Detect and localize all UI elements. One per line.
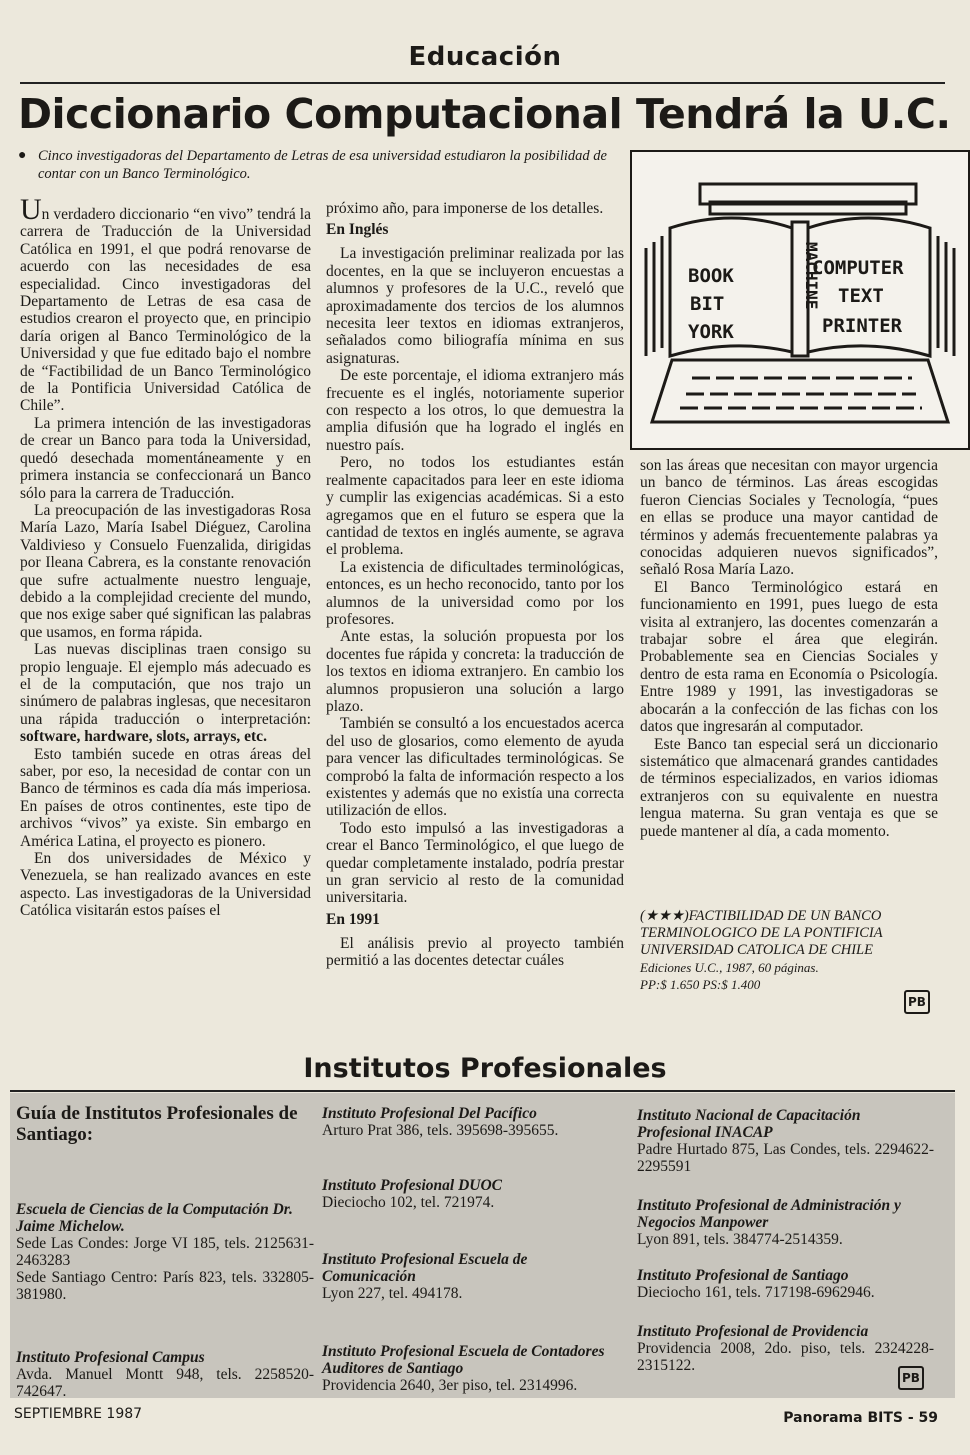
institute-address: Dieciocho 102, tel. 721974. — [322, 1194, 495, 1211]
institute-address: Sede Santiago Centro: París 823, tels. 332805-381980. — [16, 1269, 314, 1303]
institute-address: Providencia 2640, 3er piso, tel. 2314996. — [322, 1377, 578, 1394]
article-paragraph: La primera intención de las investigadoras de crear un Banco para toda la Universidad, quedó desechada momentáneamente y en primera instancia se confeccionará un Banco sólo para la carrera de Traducción. — [20, 414, 311, 502]
figure-right-word: COMPUTER — [812, 257, 904, 279]
figure-right-word: PRINTER — [822, 315, 903, 337]
credit-publisher: Ediciones U.C., 1987, 60 páginas. — [640, 960, 819, 975]
footer-date: SEPTIEMBRE 1987 — [14, 1406, 143, 1422]
figure-spine-word: MACHINE — [802, 242, 821, 310]
figure-left-word: BIT — [690, 293, 725, 315]
institutes-column-2 — [322, 1105, 620, 1395]
book-credit — [640, 908, 938, 993]
pb-badge: PB — [904, 990, 930, 1014]
subhead-text: Cinco investigadoras del Departamento de Letras de esa universidad estudiaron la posibilidad de contar con un Banco Terminológico. — [38, 148, 607, 182]
institute-name: Instituto Profesional de Providencia — [637, 1323, 869, 1340]
institutes-rule — [10, 1090, 955, 1092]
article-paragraph: También se consultó a los encuestados acerca del uso de glosarios, como elemento de ayuda para vencer las dificultades terminológicas. Se comprobó la falta de información respecto a los existentes y además que no existía una correcta utilización de ellos. — [326, 715, 624, 820]
institute-address: Avda. Manuel Montt 948, tels. 2258520-742647. — [16, 1366, 314, 1400]
institute-name: Escuela de Ciencias de la Computación Dr. Jaime Michelow. — [16, 1201, 293, 1235]
article-paragraph: De este porcentaje, el idioma extranjero más frecuente es el inglés, notoriamente superior con respecto a los otros, lo que demuestra la amplia difusión que ha logrado el inglés en nuestro país. — [326, 367, 624, 454]
institute-entry — [637, 1267, 934, 1301]
article-paragraph: son las áreas que necesitan con mayor urgencia un banco de términos. Las áreas escogidas fueron Ciencias Sociales y Tecnología, “pues en ellas se produce una mayor cantidad de términos y además frecuentemente palabras ya conocidas adquieren nuevos significados”, señaló Rosa María Lazo. — [640, 457, 938, 579]
credit-price: PP:$ 1.650 PS:$ 1.400 — [640, 977, 761, 992]
figure-right-word: TEXT — [838, 285, 884, 307]
institute-entry — [637, 1323, 934, 1374]
article-paragraph: El análisis previo al proyecto también permitió a las docentes detectar cuáles — [326, 934, 624, 970]
article-paragraph: La investigación preliminar realizada por las docentes, en la que se incluyeron encuestas a alumnos y profesores de la U.C., reveló que aproximadamente dos tercios de los alumnos necesita leer textos en idiomas extranjeros, señalados como biliografía mínima en sus asignaturas. — [326, 245, 624, 367]
article-column-3 — [640, 457, 938, 840]
headline: Diccionario Computacional Tendrá la U.C. — [18, 90, 951, 138]
institute-name: Instituto Profesional Campus — [16, 1349, 205, 1366]
institutes-column-3 — [637, 1107, 934, 1397]
institute-entry — [322, 1177, 620, 1211]
institute-entry — [322, 1343, 620, 1394]
article-paragraph: Todo esto impulsó a las investigadoras a crear el Banco Terminológico, el que luego de quedar completamente instalado, podría prestar un gran servicio al resto de la comunidad universitaria. — [326, 819, 624, 907]
paragraph-bold-terms: software, hardware, slots, arrays, etc. — [20, 728, 267, 746]
article-column-2 — [326, 200, 624, 970]
institute-name: Instituto Profesional Del Pacífico — [322, 1105, 537, 1122]
institute-entry — [637, 1197, 934, 1248]
institute-address: Lyon 227, tel. 494178. — [322, 1285, 463, 1302]
institute-address: Arturo Prat 386, tels. 395698-395655. — [322, 1122, 559, 1139]
guide-title: Guía de Institutos Profesionales de Santiago: — [16, 1103, 298, 1145]
guide-heading — [16, 1103, 314, 1145]
article-paragraph: Pero, no todos los estudiantes están realmente capacitados para leer en este idioma y cumplir las exigencias académicas. Si a esto agregamos que en el futuro se espera que la cantidad de textos en inglés aumente, se agrava el problema. — [326, 454, 624, 559]
institute-address: Padre Hurtado 875, Las Condes, tels. 2294622-2295591 — [637, 1141, 934, 1175]
book-computer-drawing — [632, 152, 968, 448]
institute-name: Instituto Nacional de Capacitación Profesional INACAP — [637, 1107, 861, 1141]
paragraph-text: n verdadero diccionario “en vivo” tendrá la carrera de Traducción de la Universidad Católica en 1991, el que podrá renovarse de acuerdo con las necesidades de esa especialidad. Cinco investigadoras del Departamento de Letras de esa casa de estudios crearon el proyecto que, en principio daría origen al Banco Terminológico de la Universidad y que fue editado bajo el nombre de “Factibilidad de un Banco Terminológico de la Pontificia Universidad Católica de Chile”. — [20, 206, 311, 415]
article-paragraph: Esto también sucede en otras áreas del saber, por eso, la necesidad de contar con un Banco de términos es cada día más imperiosa. En países de otros continentes, este tipo de archivos “vivos” ya existe. Sin embargo en América Latina, el proyecto es pionero. — [20, 745, 311, 850]
institute-entry — [637, 1107, 934, 1175]
institute-address: Lyon 891, tels. 384774-2514359. — [637, 1231, 843, 1248]
institute-name: Instituto Profesional Escuela de Comunicación — [322, 1251, 528, 1285]
institute-entry — [322, 1251, 620, 1302]
institute-name: Instituto Profesional de Santiago — [637, 1267, 849, 1284]
article-paragraph: La preocupación de las investigadoras Rosa María Lazo, María Isabel Diéguez, Carolina Valdivieso y Consuelo Fuenzalida, dirigidas por Ileana Cabrera, es la constante renovación que sufre actualmente nuestro lenguaje, debido a la complejidad creciente del mundo, que nos exige saber qué significan las palabras que usamos, en forma rápida. — [20, 501, 311, 641]
institute-address: Providencia 2008, 2do. piso, tels. 2324228-2315122. — [637, 1340, 934, 1374]
institutes-column-1 — [16, 1103, 314, 1400]
footer-page-number: Panorama BITS - 59 — [783, 1410, 938, 1426]
institute-address: Sede Las Condes: Jorge VI 185, tels. 2125631- 2463283 — [16, 1235, 314, 1269]
credit-title: (★★★)FACTIBILIDAD DE UN BANCO TERMINOLOGICO DE LA PONTIFICIA UNIVERSIDAD CATOLICA DE CHILE — [640, 908, 883, 958]
bullet-icon: ● — [18, 148, 27, 163]
drop-cap: U — [20, 193, 42, 226]
institute-address: Dieciocho 161, tels. 717198-6962946. — [637, 1284, 875, 1301]
figure-left-word: YORK — [688, 321, 734, 343]
institute-name: Instituto Profesional de Administración y Negocios Manpower — [637, 1197, 901, 1231]
pb-badge: PB — [898, 1366, 924, 1390]
institute-name: Instituto Profesional Escuela de Contadores Auditores de Santiago — [322, 1343, 605, 1377]
article-subheading: En 1991 — [326, 910, 380, 928]
article-column-1 — [20, 193, 311, 920]
institute-name: Instituto Profesional DUOC — [322, 1177, 503, 1194]
article-paragraph: La existencia de dificultades terminológicas, entonces, es un hecho reconocido, tanto por los alumnos de la universidad como por los profesores. — [326, 558, 624, 628]
article-paragraph — [20, 641, 311, 745]
article-paragraph: próximo año, para imponerse de los detalles. — [326, 200, 604, 217]
paragraph-text: Las nuevas disciplinas traen consigo su propio lenguaje. El ejemplo más adecuado es el de la computación, que nos trajo un sinúmero de palabras inglesas, que necesitaron una rápida traducción o interpretación: — [20, 641, 311, 728]
article-paragraph: El Banco Terminológico estará en funcionamiento en 1991, pues luego de esta visita al extranjero, las docentes comenzarán a trabajar sobre el área que elegirán. Probablemente sea en Ciencias Sociales y dentro de esta rama en Economía o Psicología. Entre 1989 y 1991, las investigadoras se abocarán a la confección de las fichas con los datos que ingresarán al computador. — [640, 578, 938, 736]
figure-left-word: BOOK — [688, 265, 734, 287]
book-computer-illustration — [630, 150, 970, 450]
institutes-box — [10, 1093, 955, 1398]
institutes-title: Institutos Profesionales — [303, 1053, 667, 1084]
section-title: Educación — [408, 42, 562, 72]
article-paragraph: Este Banco tan especial será un diccionario sistemático que almacenará grandes cantidades de términos especializados, en varios idiomas extranjeros con su equivalente en nuestra lengua materna. Su gran ventaja es que se puede mantener al día, a cada momento. — [640, 735, 938, 840]
article-subheading: En Inglés — [326, 221, 389, 239]
article-paragraph: Ante estas, la solución propuesta por los docentes fue rápida y concreta: la traducción de los textos en idioma extranjero. En cambio los alumnos propusieron una solución a largo plazo. — [326, 628, 624, 715]
article-paragraph: En dos universidades de México y Venezuela, se han realizado avances en este aspecto. Las investigadoras de la Universidad Católica visitarán estos países el — [20, 850, 311, 920]
institute-entry — [16, 1349, 314, 1400]
institute-entry — [322, 1105, 620, 1139]
institute-entry — [16, 1201, 314, 1303]
article-paragraph — [20, 193, 311, 415]
subhead — [18, 147, 618, 183]
section-rule — [20, 82, 945, 84]
